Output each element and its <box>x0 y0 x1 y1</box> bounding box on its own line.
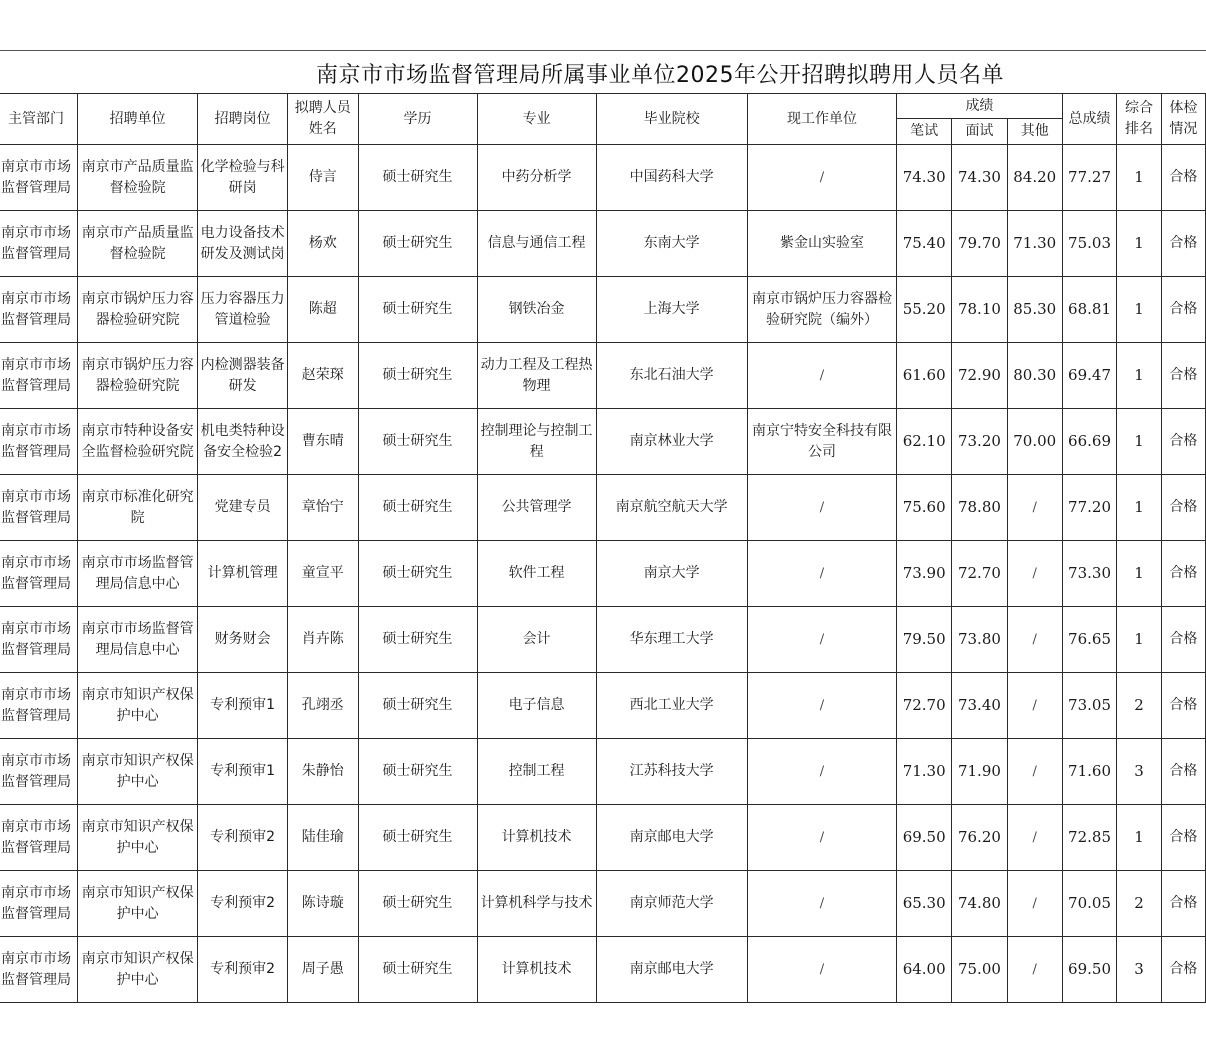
cell-school: 上海大学 <box>596 277 747 343</box>
cell-exam: 合格 <box>1161 475 1205 541</box>
cell-interview: 74.30 <box>952 145 1008 211</box>
cell-edu: 硕士研究生 <box>358 739 477 805</box>
cell-post: 专利预审1 <box>198 673 288 739</box>
cell-dept: 南京市市场监督管理局 <box>0 871 78 937</box>
header-dept: 主管部门 <box>0 94 78 145</box>
cell-edu: 硕士研究生 <box>358 607 477 673</box>
cell-interview: 75.00 <box>952 937 1008 1003</box>
cell-written: 75.60 <box>897 475 952 541</box>
cell-written: 61.60 <box>897 343 952 409</box>
table-row <box>0 475 1206 541</box>
cell-written: 72.70 <box>897 673 952 739</box>
cell-rank: 1 <box>1117 607 1161 673</box>
cell-dept: 南京市市场监督管理局 <box>0 343 78 409</box>
cell-post: 压力容器压力管道检验 <box>198 277 288 343</box>
cell-dept: 南京市市场监督管理局 <box>0 805 78 871</box>
cell-total: 68.81 <box>1062 277 1117 343</box>
cell-school: 南京师范大学 <box>596 871 747 937</box>
cell-interview: 73.80 <box>952 607 1008 673</box>
cell-other: / <box>1007 607 1062 673</box>
cell-rank: 3 <box>1117 937 1161 1003</box>
cell-interview: 78.80 <box>952 475 1008 541</box>
table-row <box>0 277 1206 343</box>
cell-interview: 79.70 <box>952 211 1008 277</box>
cell-major: 信息与通信工程 <box>477 211 596 277</box>
cell-work: / <box>747 937 897 1003</box>
header-interview: 面试 <box>952 119 1008 145</box>
cell-unit: 南京市知识产权保护中心 <box>78 871 198 937</box>
cell-written: 79.50 <box>897 607 952 673</box>
cell-exam: 合格 <box>1161 739 1205 805</box>
cell-unit: 南京市特种设备安全监督检验研究院 <box>78 409 198 475</box>
cell-interview: 71.90 <box>952 739 1008 805</box>
cell-written: 73.90 <box>897 541 952 607</box>
table-row <box>0 541 1206 607</box>
cell-work: / <box>747 475 897 541</box>
table-row <box>0 805 1206 871</box>
cell-work: / <box>747 871 897 937</box>
cell-major: 计算机科学与技术 <box>477 871 596 937</box>
cell-edu: 硕士研究生 <box>358 343 477 409</box>
cell-exam: 合格 <box>1161 541 1205 607</box>
cell-rank: 1 <box>1117 541 1161 607</box>
cell-school: 中国药科大学 <box>596 145 747 211</box>
cell-unit: 南京市锅炉压力容器检验研究院 <box>78 277 198 343</box>
table-row <box>0 343 1206 409</box>
cell-interview: 78.10 <box>952 277 1008 343</box>
table-row <box>0 211 1206 277</box>
cell-rank: 1 <box>1117 805 1161 871</box>
cell-work: / <box>747 343 897 409</box>
cell-post: 化学检验与科研岗 <box>198 145 288 211</box>
cell-dept: 南京市市场监督管理局 <box>0 145 78 211</box>
cell-name: 陆佳瑜 <box>288 805 358 871</box>
document-title: 南京市市场监督管理局所属事业单位2025年公开招聘拟聘用人员名单 <box>316 63 1004 88</box>
cell-rank: 1 <box>1117 211 1161 277</box>
cell-written: 65.30 <box>897 871 952 937</box>
cell-edu: 硕士研究生 <box>358 541 477 607</box>
cell-rank: 1 <box>1117 475 1161 541</box>
cell-exam: 合格 <box>1161 871 1205 937</box>
cell-school: 西北工业大学 <box>596 673 747 739</box>
cell-unit: 南京市知识产权保护中心 <box>78 739 198 805</box>
cell-name: 周子愚 <box>288 937 358 1003</box>
cell-school: 南京邮电大学 <box>596 937 747 1003</box>
header-unit: 招聘单位 <box>78 94 198 145</box>
cell-edu: 硕士研究生 <box>358 937 477 1003</box>
cell-unit: 南京市知识产权保护中心 <box>78 673 198 739</box>
cell-school: 南京大学 <box>596 541 747 607</box>
cell-interview: 73.40 <box>952 673 1008 739</box>
cell-exam: 合格 <box>1161 673 1205 739</box>
cell-edu: 硕士研究生 <box>358 277 477 343</box>
cell-rank: 1 <box>1117 277 1161 343</box>
cell-unit: 南京市市场监督管理局信息中心 <box>78 541 198 607</box>
header-exam: 体检情况 <box>1161 94 1205 145</box>
cell-dept: 南京市市场监督管理局 <box>0 211 78 277</box>
cell-total: 77.20 <box>1062 475 1117 541</box>
cell-major: 钢铁冶金 <box>477 277 596 343</box>
cell-school: 南京邮电大学 <box>596 805 747 871</box>
cell-total: 77.27 <box>1062 145 1117 211</box>
cell-name: 陈诗璇 <box>288 871 358 937</box>
cell-exam: 合格 <box>1161 343 1205 409</box>
cell-unit: 南京市标准化研究院 <box>78 475 198 541</box>
cell-unit: 南京市市场监督管理局信息中心 <box>78 607 198 673</box>
cell-other: / <box>1007 937 1062 1003</box>
cell-post: 财务财会 <box>198 607 288 673</box>
cell-written: 75.40 <box>897 211 952 277</box>
table-body <box>0 145 1206 1003</box>
cell-school: 东北石油大学 <box>596 343 747 409</box>
cell-rank: 2 <box>1117 673 1161 739</box>
cell-interview: 76.20 <box>952 805 1008 871</box>
cell-total: 69.50 <box>1062 937 1117 1003</box>
cell-interview: 73.20 <box>952 409 1008 475</box>
header-work: 现工作单位 <box>747 94 897 145</box>
header-post: 招聘岗位 <box>198 94 288 145</box>
cell-dept: 南京市市场监督管理局 <box>0 673 78 739</box>
cell-school: 华东理工大学 <box>596 607 747 673</box>
cell-exam: 合格 <box>1161 277 1205 343</box>
cell-other: 70.00 <box>1007 409 1062 475</box>
cell-major: 控制理论与控制工程 <box>477 409 596 475</box>
header-name: 拟聘人员姓名 <box>288 94 358 145</box>
cell-exam: 合格 <box>1161 145 1205 211</box>
cell-dept: 南京市市场监督管理局 <box>0 541 78 607</box>
cell-dept: 南京市市场监督管理局 <box>0 277 78 343</box>
cell-school: 东南大学 <box>596 211 747 277</box>
table-row <box>0 673 1206 739</box>
cell-school: 南京林业大学 <box>596 409 747 475</box>
cell-work: / <box>747 673 897 739</box>
table-row <box>0 739 1206 805</box>
cell-written: 74.30 <box>897 145 952 211</box>
cell-major: 公共管理学 <box>477 475 596 541</box>
cell-other: / <box>1007 805 1062 871</box>
cell-rank: 1 <box>1117 145 1161 211</box>
cell-work: / <box>747 739 897 805</box>
cell-name: 曹东晴 <box>288 409 358 475</box>
cell-other: 85.30 <box>1007 277 1062 343</box>
cell-interview: 74.80 <box>952 871 1008 937</box>
cell-work: 南京市锅炉压力容器检验研究院（编外） <box>747 277 897 343</box>
cell-unit: 南京市知识产权保护中心 <box>78 805 198 871</box>
cell-rank: 2 <box>1117 871 1161 937</box>
cell-other: 80.30 <box>1007 343 1062 409</box>
header-major: 专业 <box>477 94 596 145</box>
cell-post: 机电类特种设备安全检验2 <box>198 409 288 475</box>
cell-major: 电子信息 <box>477 673 596 739</box>
cell-major: 动力工程及工程热物理 <box>477 343 596 409</box>
cell-exam: 合格 <box>1161 805 1205 871</box>
cell-other: / <box>1007 871 1062 937</box>
cell-major: 控制工程 <box>477 739 596 805</box>
cell-other: / <box>1007 475 1062 541</box>
cell-name: 童宣平 <box>288 541 358 607</box>
cell-total: 73.30 <box>1062 541 1117 607</box>
cell-written: 71.30 <box>897 739 952 805</box>
cell-written: 55.20 <box>897 277 952 343</box>
cell-post: 专利预审2 <box>198 871 288 937</box>
hire-list-table <box>0 93 1206 1003</box>
header-written: 笔试 <box>897 119 952 145</box>
cell-major: 会计 <box>477 607 596 673</box>
cell-major: 中药分析学 <box>477 145 596 211</box>
cell-written: 62.10 <box>897 409 952 475</box>
cell-dept: 南京市市场监督管理局 <box>0 739 78 805</box>
cell-post: 计算机管理 <box>198 541 288 607</box>
cell-work: / <box>747 145 897 211</box>
cell-name: 赵荣琛 <box>288 343 358 409</box>
cell-total: 71.60 <box>1062 739 1117 805</box>
cell-major: 计算机技术 <box>477 937 596 1003</box>
cell-rank: 1 <box>1117 343 1161 409</box>
cell-unit: 南京市锅炉压力容器检验研究院 <box>78 343 198 409</box>
cell-work: 南京宁特安全科技有限公司 <box>747 409 897 475</box>
cell-post: 党建专员 <box>198 475 288 541</box>
cell-dept: 南京市市场监督管理局 <box>0 409 78 475</box>
cell-name: 朱静怡 <box>288 739 358 805</box>
table-row <box>0 145 1206 211</box>
table-row <box>0 871 1206 937</box>
cell-work: 紫金山实验室 <box>747 211 897 277</box>
cell-total: 76.65 <box>1062 607 1117 673</box>
cell-total: 75.03 <box>1062 211 1117 277</box>
cell-edu: 硕士研究生 <box>358 409 477 475</box>
cell-total: 66.69 <box>1062 409 1117 475</box>
cell-work: / <box>747 541 897 607</box>
cell-name: 章怡宁 <box>288 475 358 541</box>
cell-other: 71.30 <box>1007 211 1062 277</box>
cell-total: 70.05 <box>1062 871 1117 937</box>
cell-school: 江苏科技大学 <box>596 739 747 805</box>
hire-list-table-wrapper <box>0 93 1206 1003</box>
cell-post: 电力设备技术研发及测试岗 <box>198 211 288 277</box>
cell-interview: 72.70 <box>952 541 1008 607</box>
cell-interview: 72.90 <box>952 343 1008 409</box>
cell-rank: 3 <box>1117 739 1161 805</box>
cell-exam: 合格 <box>1161 409 1205 475</box>
cell-other: / <box>1007 541 1062 607</box>
cell-post: 专利预审1 <box>198 739 288 805</box>
cell-total: 73.05 <box>1062 673 1117 739</box>
cell-school: 南京航空航天大学 <box>596 475 747 541</box>
cell-other: / <box>1007 673 1062 739</box>
cell-dept: 南京市市场监督管理局 <box>0 475 78 541</box>
cell-name: 陈超 <box>288 277 358 343</box>
cell-unit: 南京市知识产权保护中心 <box>78 937 198 1003</box>
header-scores: 成绩 <box>897 94 1062 119</box>
cell-total: 72.85 <box>1062 805 1117 871</box>
cell-exam: 合格 <box>1161 937 1205 1003</box>
cell-edu: 硕士研究生 <box>358 673 477 739</box>
cell-dept: 南京市市场监督管理局 <box>0 607 78 673</box>
cell-unit: 南京市产品质量监督检验院 <box>78 211 198 277</box>
top-rule <box>0 50 1206 51</box>
cell-work: / <box>747 607 897 673</box>
cell-edu: 硕士研究生 <box>358 871 477 937</box>
table-row <box>0 607 1206 673</box>
cell-exam: 合格 <box>1161 607 1205 673</box>
cell-name: 孔翊丞 <box>288 673 358 739</box>
cell-name: 肖卉陈 <box>288 607 358 673</box>
cell-post: 专利预审2 <box>198 937 288 1003</box>
header-edu: 学历 <box>358 94 477 145</box>
cell-rank: 1 <box>1117 409 1161 475</box>
cell-written: 64.00 <box>897 937 952 1003</box>
cell-work: / <box>747 805 897 871</box>
cell-post: 专利预审2 <box>198 805 288 871</box>
header-total: 总成绩 <box>1062 94 1117 145</box>
cell-dept: 南京市市场监督管理局 <box>0 937 78 1003</box>
cell-written: 69.50 <box>897 805 952 871</box>
header-school: 毕业院校 <box>596 94 747 145</box>
header-rank: 综合排名 <box>1117 94 1161 145</box>
cell-total: 69.47 <box>1062 343 1117 409</box>
cell-edu: 硕士研究生 <box>358 475 477 541</box>
cell-other: / <box>1007 739 1062 805</box>
cell-name: 杨欢 <box>288 211 358 277</box>
cell-exam: 合格 <box>1161 211 1205 277</box>
cell-other: 84.20 <box>1007 145 1062 211</box>
cell-edu: 硕士研究生 <box>358 145 477 211</box>
cell-edu: 硕士研究生 <box>358 211 477 277</box>
cell-major: 软件工程 <box>477 541 596 607</box>
cell-major: 计算机技术 <box>477 805 596 871</box>
header-row <box>0 94 1206 119</box>
table-row <box>0 937 1206 1003</box>
cell-edu: 硕士研究生 <box>358 805 477 871</box>
cell-unit: 南京市产品质量监督检验院 <box>78 145 198 211</box>
header-other: 其他 <box>1007 119 1062 145</box>
cell-post: 内检测器装备研发 <box>198 343 288 409</box>
table-row <box>0 409 1206 475</box>
cell-name: 侍言 <box>288 145 358 211</box>
